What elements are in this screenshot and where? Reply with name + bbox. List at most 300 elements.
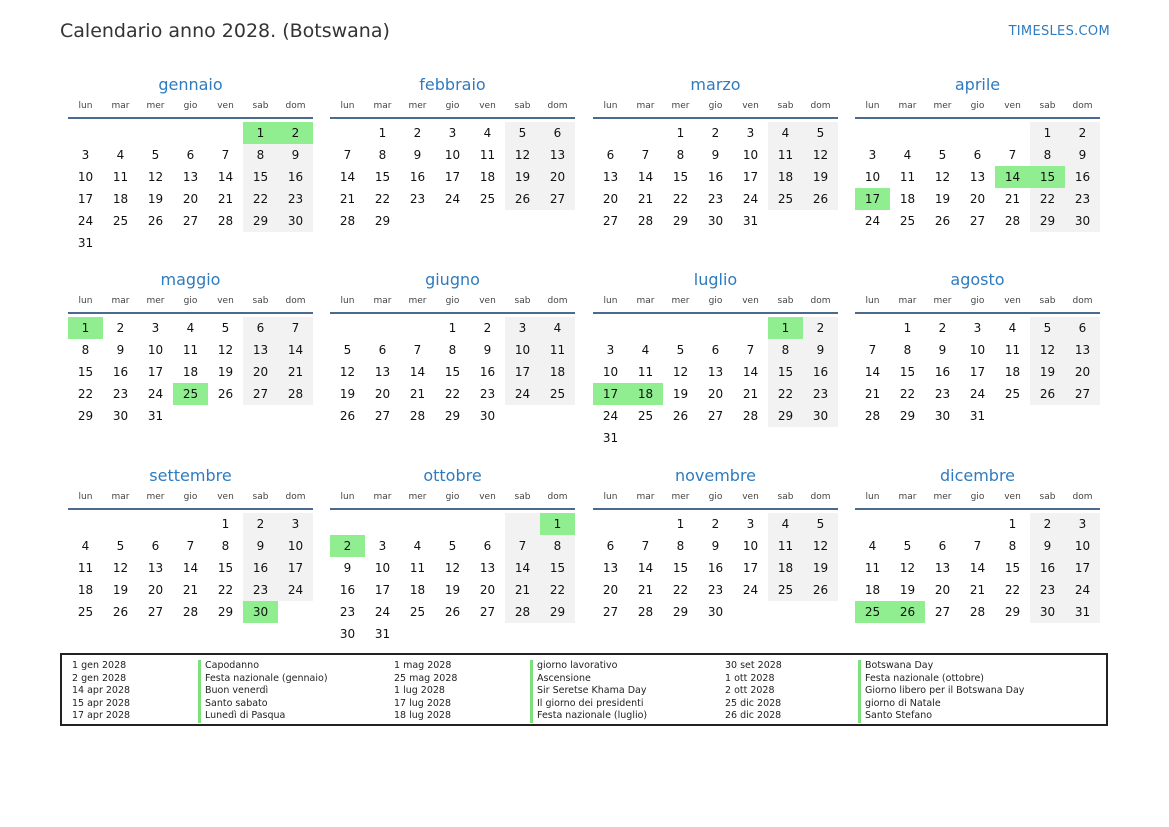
day-cell[interactable]: 12 xyxy=(112,561,129,575)
day-cell[interactable]: 26 xyxy=(803,188,838,210)
day-cell[interactable]: 10 xyxy=(278,535,313,557)
day-cell[interactable]: 6 xyxy=(606,539,615,553)
day-cell[interactable]: 13 xyxy=(602,170,619,184)
day-cell[interactable]: 22 xyxy=(672,583,689,597)
day-cell[interactable]: 3 xyxy=(746,517,755,531)
day-cell[interactable]: 30 xyxy=(803,405,838,427)
day-cell[interactable]: 25 xyxy=(899,214,916,228)
day-cell[interactable]: 7 xyxy=(186,539,195,553)
day-cell[interactable]: 16 xyxy=(243,557,278,579)
day-cell[interactable]: 6 xyxy=(711,343,720,357)
day-cell[interactable]: 30 xyxy=(707,214,724,228)
holiday-day-cell[interactable]: 17 xyxy=(855,188,890,210)
day-cell[interactable]: 26 xyxy=(217,387,234,401)
day-cell[interactable]: 30 xyxy=(934,409,951,423)
day-cell[interactable]: 23 xyxy=(707,192,724,206)
day-cell[interactable]: 14 xyxy=(278,339,313,361)
day-cell[interactable]: 14 xyxy=(217,170,234,184)
day-cell[interactable]: 13 xyxy=(243,339,278,361)
day-cell[interactable]: 12 xyxy=(803,535,838,557)
day-cell[interactable]: 18 xyxy=(182,365,199,379)
day-cell[interactable]: 6 xyxy=(483,539,492,553)
day-cell[interactable]: 15 xyxy=(672,561,689,575)
day-cell[interactable]: 4 xyxy=(81,539,90,553)
day-cell[interactable]: 20 xyxy=(707,387,724,401)
holiday-day-cell[interactable]: 30 xyxy=(243,601,278,623)
day-cell[interactable]: 6 xyxy=(243,317,278,339)
day-cell[interactable]: 23 xyxy=(934,387,951,401)
day-cell[interactable]: 17 xyxy=(147,365,164,379)
day-cell[interactable]: 6 xyxy=(973,148,982,162)
day-cell[interactable]: 18 xyxy=(768,166,803,188)
day-cell[interactable]: 11 xyxy=(479,148,496,162)
day-cell[interactable]: 14 xyxy=(637,561,654,575)
day-cell[interactable]: 29 xyxy=(444,409,461,423)
day-cell[interactable]: 22 xyxy=(899,387,916,401)
day-cell[interactable]: 15 xyxy=(1004,561,1021,575)
day-cell[interactable]: 12 xyxy=(339,365,356,379)
day-cell[interactable]: 12 xyxy=(934,170,951,184)
day-cell[interactable]: 5 xyxy=(803,122,838,144)
day-cell[interactable]: 20 xyxy=(182,192,199,206)
day-cell[interactable]: 29 xyxy=(243,210,278,232)
day-cell[interactable]: 11 xyxy=(409,561,426,575)
day-cell[interactable]: 17 xyxy=(374,583,391,597)
day-cell[interactable]: 9 xyxy=(1065,144,1100,166)
day-cell[interactable]: 27 xyxy=(602,605,619,619)
day-cell[interactable]: 17 xyxy=(1065,557,1100,579)
day-cell[interactable]: 28 xyxy=(1004,214,1021,228)
day-cell[interactable]: 21 xyxy=(182,583,199,597)
day-cell[interactable]: 9 xyxy=(413,148,422,162)
day-cell[interactable]: 1 xyxy=(221,517,230,531)
day-cell[interactable]: 7 xyxy=(343,148,352,162)
day-cell[interactable]: 6 xyxy=(378,343,387,357)
day-cell[interactable]: 24 xyxy=(77,214,94,228)
day-cell[interactable]: 28 xyxy=(409,409,426,423)
day-cell[interactable]: 8 xyxy=(1030,144,1065,166)
day-cell[interactable]: 21 xyxy=(217,192,234,206)
holiday-day-cell[interactable]: 1 xyxy=(68,317,103,339)
day-cell[interactable]: 4 xyxy=(768,122,803,144)
day-cell[interactable]: 2 xyxy=(711,126,720,140)
day-cell[interactable]: 24 xyxy=(1065,579,1100,601)
day-cell[interactable]: 20 xyxy=(479,583,496,597)
day-cell[interactable]: 17 xyxy=(742,170,759,184)
day-cell[interactable]: 7 xyxy=(641,148,650,162)
day-cell[interactable]: 24 xyxy=(969,387,986,401)
day-cell[interactable]: 6 xyxy=(540,122,575,144)
day-cell[interactable]: 30 xyxy=(339,627,356,641)
day-cell[interactable]: 10 xyxy=(77,170,94,184)
day-cell[interactable]: 8 xyxy=(221,539,230,553)
holiday-day-cell[interactable]: 15 xyxy=(1030,166,1065,188)
day-cell[interactable]: 31 xyxy=(742,214,759,228)
day-cell[interactable]: 9 xyxy=(938,343,947,357)
day-cell[interactable]: 7 xyxy=(746,343,755,357)
day-cell[interactable]: 5 xyxy=(938,148,947,162)
day-cell[interactable]: 16 xyxy=(278,166,313,188)
day-cell[interactable]: 21 xyxy=(505,579,540,601)
day-cell[interactable]: 5 xyxy=(676,343,685,357)
day-cell[interactable]: 22 xyxy=(444,387,461,401)
day-cell[interactable]: 28 xyxy=(969,605,986,619)
day-cell[interactable]: 13 xyxy=(707,365,724,379)
day-cell[interactable]: 9 xyxy=(116,343,125,357)
day-cell[interactable]: 4 xyxy=(768,513,803,535)
day-cell[interactable]: 8 xyxy=(81,343,90,357)
day-cell[interactable]: 18 xyxy=(768,557,803,579)
day-cell[interactable]: 1 xyxy=(676,126,685,140)
day-cell[interactable]: 2 xyxy=(803,317,838,339)
day-cell[interactable]: 9 xyxy=(803,339,838,361)
day-cell[interactable]: 20 xyxy=(243,361,278,383)
day-cell[interactable]: 29 xyxy=(768,405,803,427)
day-cell[interactable]: 4 xyxy=(1008,321,1017,335)
day-cell[interactable]: 24 xyxy=(864,214,881,228)
holiday-day-cell[interactable]: 17 xyxy=(593,383,628,405)
day-cell[interactable]: 2 xyxy=(1065,122,1100,144)
day-cell[interactable]: 7 xyxy=(221,148,230,162)
day-cell[interactable]: 14 xyxy=(637,170,654,184)
day-cell[interactable]: 10 xyxy=(969,343,986,357)
day-cell[interactable]: 31 xyxy=(147,409,164,423)
day-cell[interactable]: 19 xyxy=(147,192,164,206)
day-cell[interactable]: 2 xyxy=(243,513,278,535)
day-cell[interactable]: 9 xyxy=(1030,535,1065,557)
day-cell[interactable]: 21 xyxy=(339,192,356,206)
day-cell[interactable]: 20 xyxy=(1065,361,1100,383)
day-cell[interactable]: 29 xyxy=(540,601,575,623)
day-cell[interactable]: 3 xyxy=(746,126,755,140)
day-cell[interactable]: 2 xyxy=(711,517,720,531)
day-cell[interactable]: 8 xyxy=(448,343,457,357)
day-cell[interactable]: 2 xyxy=(1030,513,1065,535)
day-cell[interactable]: 20 xyxy=(147,583,164,597)
day-cell[interactable]: 5 xyxy=(803,513,838,535)
day-cell[interactable]: 27 xyxy=(540,188,575,210)
holiday-day-cell[interactable]: 2 xyxy=(330,535,365,557)
day-cell[interactable]: 26 xyxy=(934,214,951,228)
day-cell[interactable]: 25 xyxy=(479,192,496,206)
day-cell[interactable]: 15 xyxy=(243,166,278,188)
day-cell[interactable]: 8 xyxy=(1008,539,1017,553)
day-cell[interactable]: 14 xyxy=(409,365,426,379)
day-cell[interactable]: 30 xyxy=(278,210,313,232)
holiday-day-cell[interactable]: 1 xyxy=(768,317,803,339)
day-cell[interactable]: 9 xyxy=(343,561,352,575)
day-cell[interactable]: 20 xyxy=(374,387,391,401)
day-cell[interactable]: 19 xyxy=(803,166,838,188)
day-cell[interactable]: 22 xyxy=(768,383,803,405)
day-cell[interactable]: 15 xyxy=(77,365,94,379)
day-cell[interactable]: 13 xyxy=(540,144,575,166)
day-cell[interactable]: 26 xyxy=(803,579,838,601)
day-cell[interactable]: 3 xyxy=(868,148,877,162)
day-cell[interactable]: 10 xyxy=(444,148,461,162)
day-cell[interactable]: 23 xyxy=(278,188,313,210)
day-cell[interactable]: 23 xyxy=(112,387,129,401)
day-cell[interactable]: 13 xyxy=(969,170,986,184)
day-cell[interactable]: 1 xyxy=(676,517,685,531)
day-cell[interactable]: 27 xyxy=(374,409,391,423)
day-cell[interactable]: 16 xyxy=(112,365,129,379)
day-cell[interactable]: 28 xyxy=(278,383,313,405)
day-cell[interactable]: 7 xyxy=(641,539,650,553)
day-cell[interactable]: 7 xyxy=(278,317,313,339)
day-cell[interactable]: 22 xyxy=(1030,188,1065,210)
day-cell[interactable]: 9 xyxy=(243,535,278,557)
day-cell[interactable]: 12 xyxy=(899,561,916,575)
day-cell[interactable]: 6 xyxy=(606,148,615,162)
day-cell[interactable]: 15 xyxy=(899,365,916,379)
day-cell[interactable]: 16 xyxy=(1030,557,1065,579)
day-cell[interactable]: 20 xyxy=(969,192,986,206)
day-cell[interactable]: 3 xyxy=(505,317,540,339)
day-cell[interactable]: 13 xyxy=(182,170,199,184)
day-cell[interactable]: 18 xyxy=(1004,365,1021,379)
holiday-day-cell[interactable]: 1 xyxy=(243,122,278,144)
day-cell[interactable]: 20 xyxy=(602,583,619,597)
day-cell[interactable]: 18 xyxy=(77,583,94,597)
day-cell[interactable]: 27 xyxy=(602,214,619,228)
day-cell[interactable]: 23 xyxy=(1030,579,1065,601)
day-cell[interactable]: 16 xyxy=(707,170,724,184)
day-cell[interactable]: 27 xyxy=(969,214,986,228)
day-cell[interactable]: 10 xyxy=(864,170,881,184)
day-cell[interactable]: 13 xyxy=(934,561,951,575)
day-cell[interactable]: 30 xyxy=(707,605,724,619)
day-cell[interactable]: 17 xyxy=(742,561,759,575)
day-cell[interactable]: 24 xyxy=(742,583,759,597)
day-cell[interactable]: 28 xyxy=(217,214,234,228)
day-cell[interactable]: 8 xyxy=(243,144,278,166)
day-cell[interactable]: 1 xyxy=(1008,517,1017,531)
day-cell[interactable]: 20 xyxy=(602,192,619,206)
day-cell[interactable]: 24 xyxy=(505,383,540,405)
day-cell[interactable]: 3 xyxy=(151,321,160,335)
day-cell[interactable]: 2 xyxy=(483,321,492,335)
day-cell[interactable]: 4 xyxy=(186,321,195,335)
day-cell[interactable]: 29 xyxy=(1030,210,1065,232)
day-cell[interactable]: 12 xyxy=(672,365,689,379)
day-cell[interactable]: 9 xyxy=(711,148,720,162)
day-cell[interactable]: 25 xyxy=(637,409,654,423)
day-cell[interactable]: 2 xyxy=(938,321,947,335)
day-cell[interactable]: 4 xyxy=(641,343,650,357)
day-cell[interactable]: 22 xyxy=(217,583,234,597)
day-cell[interactable]: 16 xyxy=(934,365,951,379)
day-cell[interactable]: 29 xyxy=(1004,605,1021,619)
day-cell[interactable]: 28 xyxy=(637,605,654,619)
day-cell[interactable]: 23 xyxy=(803,383,838,405)
day-cell[interactable]: 27 xyxy=(934,605,951,619)
day-cell[interactable]: 22 xyxy=(374,192,391,206)
day-cell[interactable]: 21 xyxy=(1004,192,1021,206)
day-cell[interactable]: 30 xyxy=(1030,601,1065,623)
day-cell[interactable]: 5 xyxy=(1030,317,1065,339)
day-cell[interactable]: 6 xyxy=(1065,317,1100,339)
day-cell[interactable]: 27 xyxy=(479,605,496,619)
day-cell[interactable]: 14 xyxy=(182,561,199,575)
day-cell[interactable]: 13 xyxy=(479,561,496,575)
day-cell[interactable]: 31 xyxy=(374,627,391,641)
day-cell[interactable]: 8 xyxy=(768,339,803,361)
day-cell[interactable]: 31 xyxy=(1065,601,1100,623)
holiday-day-cell[interactable]: 26 xyxy=(890,601,925,623)
day-cell[interactable]: 7 xyxy=(868,343,877,357)
day-cell[interactable]: 11 xyxy=(768,535,803,557)
day-cell[interactable]: 16 xyxy=(803,361,838,383)
day-cell[interactable]: 23 xyxy=(243,579,278,601)
day-cell[interactable]: 21 xyxy=(278,361,313,383)
day-cell[interactable]: 19 xyxy=(112,583,129,597)
holiday-day-cell[interactable]: 1 xyxy=(540,513,575,535)
day-cell[interactable]: 29 xyxy=(374,214,391,228)
day-cell[interactable]: 12 xyxy=(147,170,164,184)
day-cell[interactable]: 26 xyxy=(339,409,356,423)
day-cell[interactable]: 19 xyxy=(934,192,951,206)
day-cell[interactable]: 28 xyxy=(339,214,356,228)
day-cell[interactable]: 29 xyxy=(77,409,94,423)
day-cell[interactable]: 3 xyxy=(606,343,615,357)
day-cell[interactable]: 8 xyxy=(378,148,387,162)
day-cell[interactable]: 6 xyxy=(186,148,195,162)
day-cell[interactable]: 18 xyxy=(899,192,916,206)
day-cell[interactable]: 29 xyxy=(672,605,689,619)
day-cell[interactable]: 1 xyxy=(1030,122,1065,144)
day-cell[interactable]: 30 xyxy=(479,409,496,423)
day-cell[interactable]: 3 xyxy=(448,126,457,140)
day-cell[interactable]: 25 xyxy=(112,214,129,228)
day-cell[interactable]: 26 xyxy=(444,605,461,619)
day-cell[interactable]: 16 xyxy=(1065,166,1100,188)
day-cell[interactable]: 16 xyxy=(339,583,356,597)
day-cell[interactable]: 16 xyxy=(707,561,724,575)
day-cell[interactable]: 26 xyxy=(1030,383,1065,405)
day-cell[interactable]: 25 xyxy=(77,605,94,619)
day-cell[interactable]: 11 xyxy=(182,343,199,357)
day-cell[interactable]: 17 xyxy=(77,192,94,206)
day-cell[interactable]: 11 xyxy=(77,561,94,575)
holiday-day-cell[interactable]: 2 xyxy=(278,122,313,144)
day-cell[interactable]: 21 xyxy=(742,387,759,401)
day-cell[interactable]: 4 xyxy=(413,539,422,553)
day-cell[interactable]: 23 xyxy=(339,605,356,619)
day-cell[interactable]: 15 xyxy=(768,361,803,383)
day-cell[interactable]: 21 xyxy=(637,192,654,206)
day-cell[interactable]: 14 xyxy=(339,170,356,184)
day-cell[interactable]: 16 xyxy=(409,170,426,184)
day-cell[interactable]: 11 xyxy=(864,561,881,575)
day-cell[interactable]: 24 xyxy=(147,387,164,401)
day-cell[interactable]: 12 xyxy=(505,144,540,166)
day-cell[interactable]: 24 xyxy=(602,409,619,423)
day-cell[interactable]: 19 xyxy=(505,166,540,188)
day-cell[interactable]: 23 xyxy=(707,583,724,597)
day-cell[interactable]: 17 xyxy=(505,361,540,383)
holiday-day-cell[interactable]: 18 xyxy=(628,383,663,405)
day-cell[interactable]: 4 xyxy=(483,126,492,140)
brand-link[interactable]: TIMESLES.COM xyxy=(1008,24,1110,39)
day-cell[interactable]: 19 xyxy=(444,583,461,597)
day-cell[interactable]: 30 xyxy=(112,409,129,423)
day-cell[interactable]: 18 xyxy=(479,170,496,184)
day-cell[interactable]: 22 xyxy=(77,387,94,401)
day-cell[interactable]: 10 xyxy=(147,343,164,357)
day-cell[interactable]: 21 xyxy=(409,387,426,401)
day-cell[interactable]: 12 xyxy=(1030,339,1065,361)
day-cell[interactable]: 8 xyxy=(903,343,912,357)
day-cell[interactable]: 20 xyxy=(540,166,575,188)
day-cell[interactable]: 20 xyxy=(934,583,951,597)
day-cell[interactable]: 10 xyxy=(602,365,619,379)
day-cell[interactable]: 26 xyxy=(112,605,129,619)
day-cell[interactable]: 11 xyxy=(768,144,803,166)
day-cell[interactable]: 28 xyxy=(182,605,199,619)
day-cell[interactable]: 5 xyxy=(151,148,160,162)
day-cell[interactable]: 7 xyxy=(413,343,422,357)
day-cell[interactable]: 26 xyxy=(672,409,689,423)
day-cell[interactable]: 13 xyxy=(374,365,391,379)
day-cell[interactable]: 10 xyxy=(374,561,391,575)
day-cell[interactable]: 16 xyxy=(479,365,496,379)
day-cell[interactable]: 4 xyxy=(903,148,912,162)
day-cell[interactable]: 27 xyxy=(147,605,164,619)
day-cell[interactable]: 7 xyxy=(1008,148,1017,162)
day-cell[interactable]: 18 xyxy=(112,192,129,206)
day-cell[interactable]: 25 xyxy=(768,579,803,601)
day-cell[interactable]: 15 xyxy=(374,170,391,184)
day-cell[interactable]: 8 xyxy=(676,148,685,162)
day-cell[interactable]: 13 xyxy=(602,561,619,575)
holiday-day-cell[interactable]: 14 xyxy=(995,166,1030,188)
day-cell[interactable]: 3 xyxy=(81,148,90,162)
day-cell[interactable]: 12 xyxy=(217,343,234,357)
day-cell[interactable]: 25 xyxy=(409,605,426,619)
day-cell[interactable]: 9 xyxy=(278,144,313,166)
day-cell[interactable]: 14 xyxy=(969,561,986,575)
day-cell[interactable]: 18 xyxy=(864,583,881,597)
day-cell[interactable]: 31 xyxy=(969,409,986,423)
day-cell[interactable]: 30 xyxy=(1065,210,1100,232)
day-cell[interactable]: 31 xyxy=(602,431,619,445)
day-cell[interactable]: 24 xyxy=(374,605,391,619)
day-cell[interactable]: 22 xyxy=(672,192,689,206)
day-cell[interactable]: 15 xyxy=(672,170,689,184)
day-cell[interactable]: 29 xyxy=(672,214,689,228)
holiday-day-cell[interactable]: 25 xyxy=(173,383,208,405)
day-cell[interactable]: 5 xyxy=(116,539,125,553)
day-cell[interactable]: 18 xyxy=(540,361,575,383)
day-cell[interactable]: 9 xyxy=(711,539,720,553)
day-cell[interactable]: 12 xyxy=(803,144,838,166)
day-cell[interactable]: 27 xyxy=(243,383,278,405)
day-cell[interactable]: 3 xyxy=(378,539,387,553)
day-cell[interactable]: 17 xyxy=(444,170,461,184)
day-cell[interactable]: 3 xyxy=(1065,513,1100,535)
day-cell[interactable]: 21 xyxy=(637,583,654,597)
day-cell[interactable]: 17 xyxy=(278,557,313,579)
day-cell[interactable]: 6 xyxy=(151,539,160,553)
day-cell[interactable]: 19 xyxy=(672,387,689,401)
day-cell[interactable]: 15 xyxy=(540,557,575,579)
day-cell[interactable]: 3 xyxy=(278,513,313,535)
day-cell[interactable]: 10 xyxy=(742,148,759,162)
day-cell[interactable]: 14 xyxy=(742,365,759,379)
day-cell[interactable]: 5 xyxy=(221,321,230,335)
day-cell[interactable]: 5 xyxy=(505,122,540,144)
